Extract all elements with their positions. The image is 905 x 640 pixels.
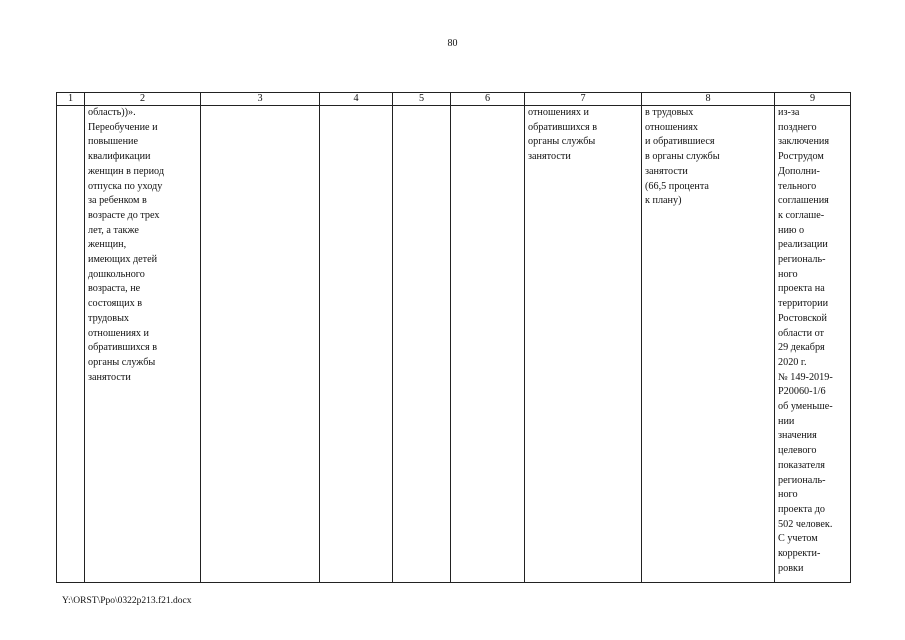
cell-col-3 xyxy=(201,106,320,583)
cell-col-9: из-за позднего заключения Рострудом Дополни- тельного соглашения к соглаше- нию о реализации региональ- ного проекта на территории Ростовской области от 29 декабря 2020 г. № 149-2019- Р20060-1/6 об уменьше- нии значения целевого показателя региональ- ного проекта до 502 человек. С учетом корректи- ровки xyxy=(775,106,851,583)
column-header-5: 5 xyxy=(393,93,451,106)
column-header-7: 7 xyxy=(525,93,642,106)
cell-col-6 xyxy=(451,106,525,583)
data-table xyxy=(56,92,851,583)
table-header-row xyxy=(57,93,851,106)
cell-col-4 xyxy=(320,106,393,583)
column-header-6: 6 xyxy=(451,93,525,106)
cell-col-1 xyxy=(57,106,85,583)
column-header-3: 3 xyxy=(201,93,320,106)
cell-col-8: в трудовых отношениях и обратившиеся в органы службы занятости (66,5 процента к плану) xyxy=(642,106,775,583)
cell-col-2: область))». Переобучение и повышение квалификации женщин в период отпуска по уходу за ребенком в возрасте до трех лет, а также женщин, имеющих детей дошкольного возраста, не состоящих в трудовых отношениях и обратившихся в органы службы занятости xyxy=(85,106,201,583)
column-header-2: 2 xyxy=(85,93,201,106)
column-header-9: 9 xyxy=(775,93,851,106)
column-header-8: 8 xyxy=(642,93,775,106)
column-header-4: 4 xyxy=(320,93,393,106)
table-row xyxy=(57,106,851,583)
cell-col-5 xyxy=(393,106,451,583)
footer-file-path: Y:\ORST\Ppo\0322p213.f21.docx xyxy=(62,596,192,606)
page-number: 80 xyxy=(447,38,458,49)
cell-col-7: отношениях и обратившихся в органы службы занятости xyxy=(525,106,642,583)
column-header-1: 1 xyxy=(57,93,85,106)
